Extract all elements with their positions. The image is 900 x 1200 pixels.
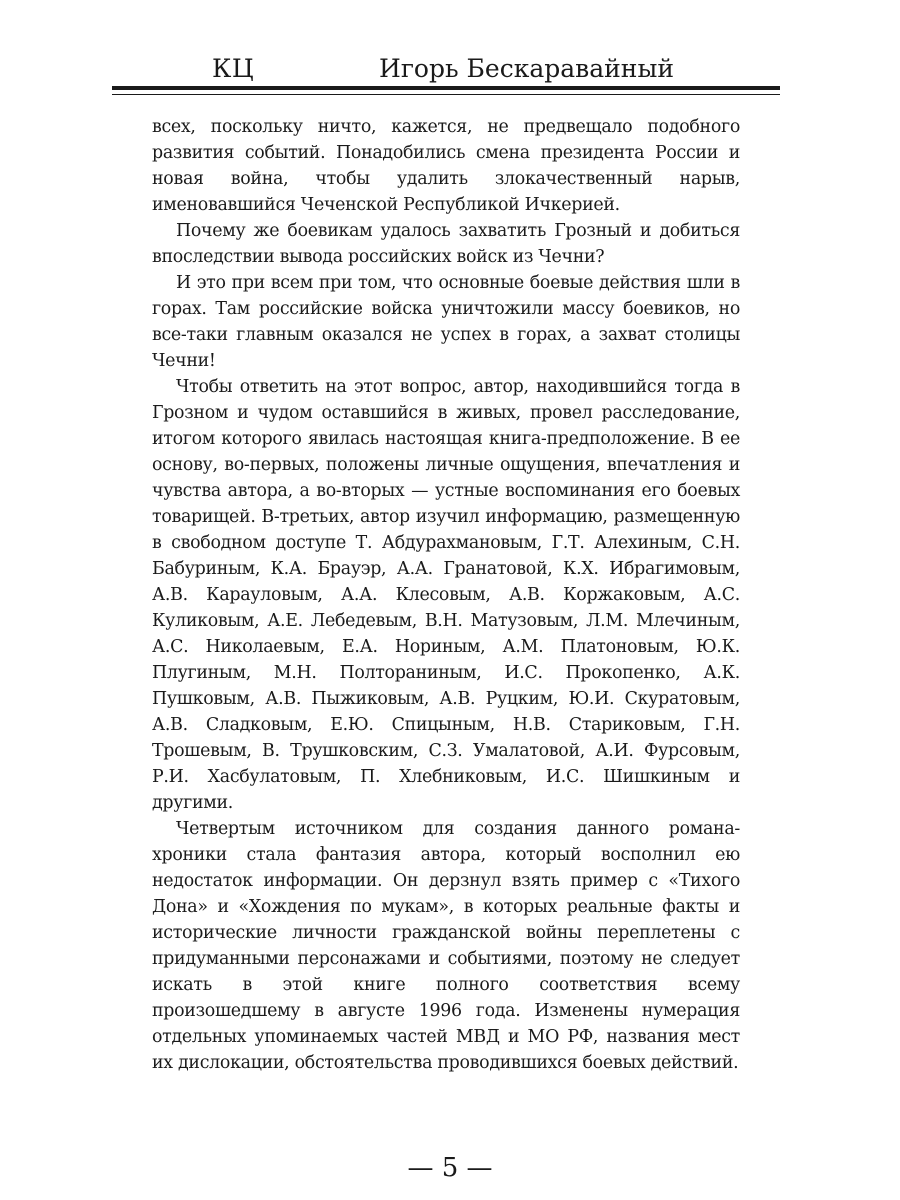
running-header-author: Игорь Бескаравайный	[379, 54, 674, 83]
running-header	[112, 54, 780, 88]
paragraph-1: всех, поскольку ничто, кажется, не предвещало подобного развития событий. Понадобились смена президента России и новая война, чтобы удалить злокачественный нарыв, именовавшийся Чеченской Республикой Ичкерией.	[152, 117, 740, 215]
header-rule-thick	[112, 86, 780, 90]
paragraph-5: Четвертым источником для создания данного романа-хроники стала фантазия автора, который восполнил ею недостаток информации. Он дерзнул взять пример с «Тихого Дона» и «Хождения по мукам», в которых реальные факты и исторические личности гражданской войны переплетены с придуманными персонажами и событиями, поэтому не следует искать в этой книге полного соответствия всему произошедшему в августе 1996 года. Изменены нумерация отдельных упоминаемых частей МВД и МО РФ, названия мест их дислокации, обстоятельства проводившихся боевых действий.	[152, 819, 740, 1073]
paragraph-3: И это при всем при том, что основные боевые действия шли в горах. Там российские войска уничтожили массу боевиков, но все-таки главным оказался не успех в горах, а захват столицы Чечни!	[152, 273, 740, 371]
header-rule-thin	[112, 94, 780, 95]
page-number: — 5 —	[407, 1153, 493, 1183]
page-body	[152, 114, 740, 1076]
paragraph-2: Почему же боевикам удалось захватить Грозный и добиться впоследствии вывода российских войск из Чечни?	[152, 221, 740, 267]
running-header-section: КЦ	[212, 54, 255, 83]
paragraph-4: Чтобы ответить на этот вопрос, автор, находившийся тогда в Грозном и чудом оставшийся в живых, провел расследование, итогом которого явилась настоящая книга-предположение. В ее основу, во-первых, положены личные ощущения, впечатления и чувства автора, а во-вторых — устные воспоминания его боевых товарищей. В-третьих, автор изучил информацию, размещенную в свободном доступе Т. Абдурахмановым, Г.Т. Алехиным, С.Н. Бабуриным, К.А. Брауэр, А.А. Гранатовой, К.Х. Ибрагимовым, А.В. Карауловым, А.А. Клесовым, А.В. Коржаковым, А.С. Куликовым, А.Е. Лебедевым, В.Н. Матузовым, Л.М. Млечиным, А.С. Николаевым, Е.А. Нориным, А.М. Платоновым, Ю.К. Плугиным, М.Н. Полтораниным, И.С. Прокопенко, А.К. Пушковым, А.В. Пыжиковым, А.В. Руцким, Ю.И. Скуратовым, А.В. Сладковым, Е.Ю. Спицыным, Н.В. Стариковым, Г.Н. Трошевым, В. Трушковским, С.З. Умалатовой, А.И. Фурсовым, Р.И. Хасбулатовым, П. Хлебниковым, И.С. Шишкиным и другими.	[152, 377, 740, 813]
